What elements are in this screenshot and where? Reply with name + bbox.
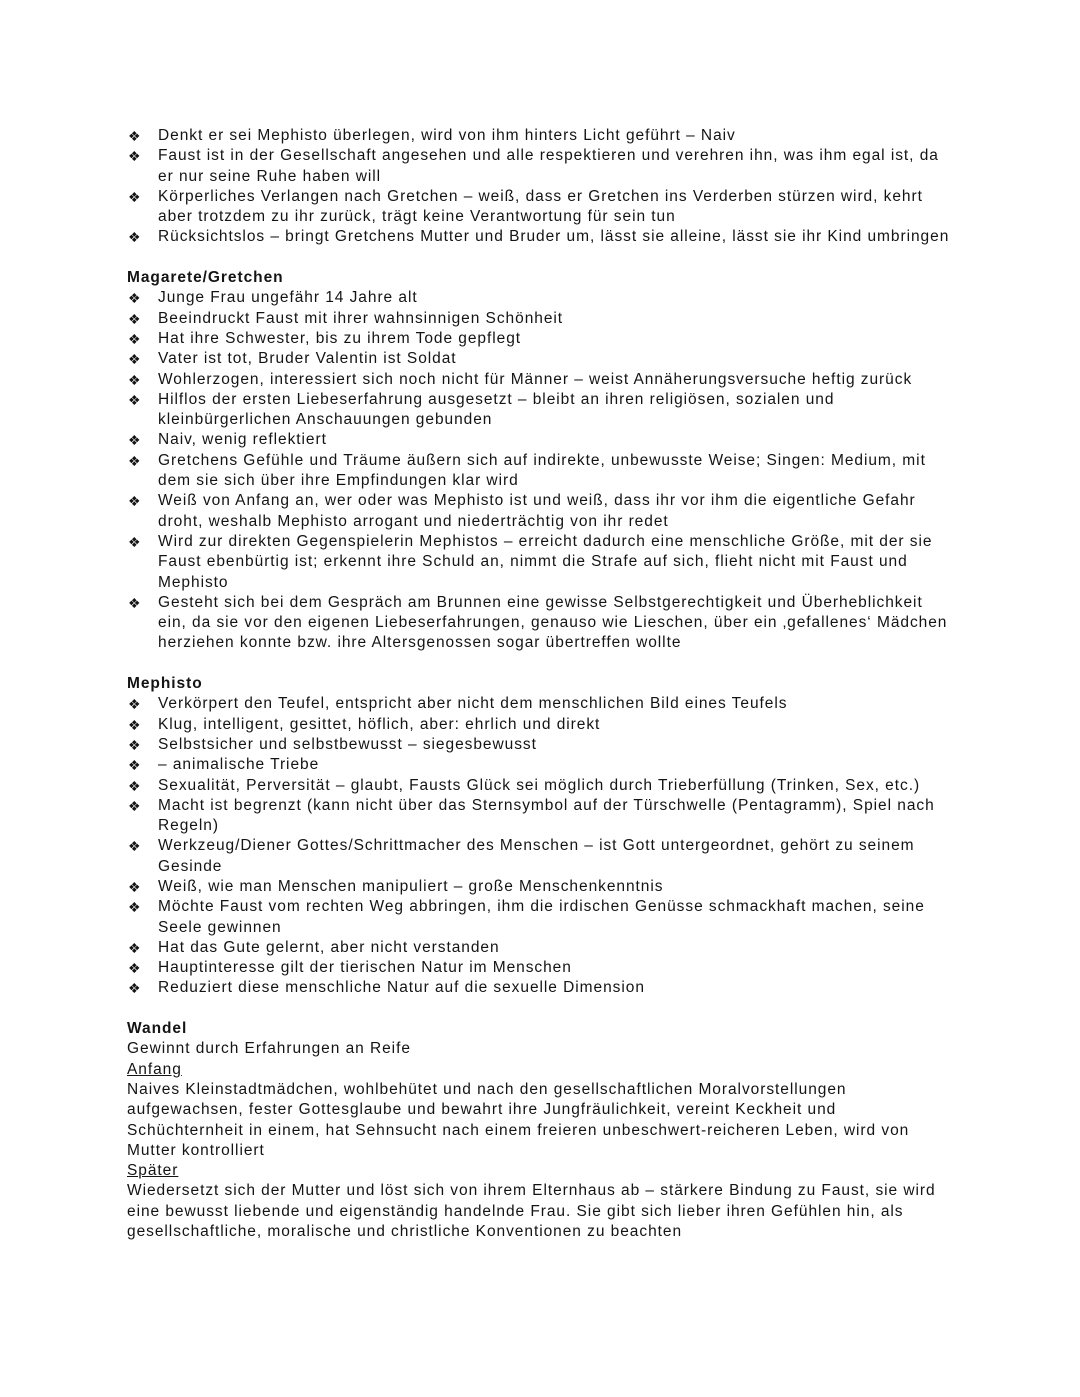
list-item [127,755,953,775]
bullet-icon: ❖ [128,391,141,408]
list-item [127,491,953,532]
list-item [127,430,953,450]
section-heading-mephisto: Mephisto [127,675,203,693]
bullet-icon: ❖ [128,594,141,611]
section-faust [127,126,953,248]
list-item-text: Wohlerzogen, interessiert sich noch nicht für Männer – weist Annäherungsversuche heftig zurück [158,370,913,388]
list-item-text: Faust ist in der Gesellschaft angesehen und alle respektieren und verehren ihn, was ihm egal ist, da er nur seine Ruhe haben will [158,147,939,185]
bullet-icon: ❖ [128,777,141,794]
section-mephisto [127,674,953,999]
bullet-icon: ❖ [128,229,141,246]
list-item-text: Klug, intelligent, gesittet, höflich, aber: ehrlich und direkt [158,715,601,733]
list-item [127,451,953,492]
list-item-text: Hilflos der ersten Liebeserfahrung ausgesetzt – bleibt an ihren religiösen, sozialen und kleinbürgerlichen Anschauungen gebunden [158,390,835,429]
list-item-text: Möchte Faust vom rechten Weg abbringen, ihm die irdischen Genüsse schmackhaft machen, seine Seele gewinnen [158,898,925,936]
bullet-icon: ❖ [128,188,141,205]
bullet-icon: ❖ [128,128,141,144]
bullet-icon: ❖ [128,148,141,165]
list-item [127,694,953,714]
list-item-text: Verkörpert den Teufel, entspricht aber nicht dem menschlichen Bild eines Teufels [158,695,788,713]
bullet-icon: ❖ [128,533,141,550]
list-item [127,958,953,978]
bullet-list [127,694,953,998]
list-item [127,309,953,329]
section-heading-magarete: Magarete/Gretchen [127,269,284,287]
section-heading-wandel: Wandel [127,1020,188,1038]
list-item [127,877,953,897]
list-item-text: – animalische Triebe [158,756,320,774]
bullet-icon: ❖ [128,493,141,510]
bullet-icon: ❖ [128,310,141,327]
list-item-text: Hauptinteresse gilt der tierischen Natur im Menschen [158,959,572,977]
bullet-icon: ❖ [128,452,141,469]
list-item [127,288,953,308]
bullet-icon: ❖ [128,716,141,733]
section-wandel [127,1019,953,1242]
list-item [127,796,953,837]
bullet-icon: ❖ [128,980,141,997]
list-item [127,126,953,146]
list-item [127,897,953,938]
list-item [127,349,953,369]
list-item-text: Rücksichtslos – bringt Gretchens Mutter und Bruder um, lässt sie alleine, lässt sie ihr Kind umbringen [158,228,950,246]
bullet-icon: ❖ [128,736,141,753]
list-item [127,146,953,187]
list-item [127,187,953,228]
list-item-text: Hat das Gute gelernt, aber nicht verstanden [158,938,500,956]
paragraph-reife: Gewinnt durch Erfahrungen an Reife [127,1040,411,1058]
list-item-text: Weiß, wie man Menschen manipuliert – große Menschenkenntnis [158,877,664,895]
list-item [127,735,953,755]
list-item-text: Gretchens Gefühle und Träume äußern sich auf indirekte, unbewusste Weise; Singen: Medium, mit dem sie sich über ihre Empfindungen klar wird [158,451,926,490]
document-content [127,126,953,1242]
list-item [127,532,953,593]
bullet-icon: ❖ [128,330,141,347]
list-item-text: Junge Frau ungefähr 14 Jahre alt [158,289,418,307]
bullet-icon: ❖ [128,878,141,895]
bullet-icon: ❖ [128,797,141,814]
list-item-text: Weiß von Anfang an, wer oder was Mephisto ist und weiß, dass ihr vor ihm die eigentliche Gefahr droht, weshalb Mephisto arrogant und niederträchtig von ihr redet [158,492,916,530]
bullet-icon: ❖ [128,960,141,977]
bullet-icon: ❖ [128,371,141,388]
bullet-icon: ❖ [128,290,141,307]
section-magarete-gretchen [127,268,953,654]
subheading-anfang: Anfang [127,1060,182,1078]
paragraph-spaeter: Wiedersetzt sich der Mutter und löst sich von ihrem Elternhaus ab – stärkere Bindung zu Faust, sie wird eine bewusst liebende und eigenständig handelnde Frau. Sie gibt sich lieber ihren Gefühlen hin, als gesellschaftliche, moralische und christliche Konventionen zu beachten [127,1182,936,1241]
list-item [127,715,953,735]
subheading-spaeter: Später [127,1162,179,1180]
list-item-text: Sexualität, Perversität – glaubt, Fausts Glück sei möglich durch Trieberfüllung (Trinken, Sex, etc.) [158,776,921,794]
list-item-text: Vater ist tot, Bruder Valentin ist Soldat [158,350,457,368]
bullet-icon: ❖ [128,939,141,956]
list-item-text: Naiv, wenig reflektiert [158,431,327,449]
list-item-text: Denkt er sei Mephisto überlegen, wird von ihm hinters Licht geführt – Naiv [158,127,736,144]
list-item [127,938,953,958]
list-item-text: Körperliches Verlangen nach Gretchen – weiß, dass er Gretchen ins Verderben stürzen wird, kehrt aber trotzdem zu ihr zurück, trägt keine Verantwortung für sein tun [158,187,923,226]
paragraph-anfang: Naives Kleinstadtmädchen, wohlbehütet und nach den gesellschaftlichen Moralvorstellungen aufgewachsen, fester Gottesglaube und bewahrt ihre Jungfräulichkeit, vereint Keckheit und Schüchternheit in einem, hat Sehnsucht nach einem freieren unbeschwert-reicheren Leben, wird von Mutter kontrolliert [127,1080,910,1159]
list-item-text: Reduziert diese menschliche Natur auf die sexuelle Dimension [158,979,645,997]
bullet-list [127,288,953,653]
bullet-icon: ❖ [128,696,141,713]
bullet-icon: ❖ [128,757,141,774]
list-item [127,370,953,390]
list-item [127,978,953,998]
bullet-icon: ❖ [128,351,141,368]
list-item [127,593,953,654]
list-item-text: Selbstsicher und selbstbewusst – siegesbewusst [158,735,537,753]
list-item [127,227,953,247]
list-item [127,776,953,796]
list-item-text: Beeindruckt Faust mit ihrer wahnsinnigen Schönheit [158,309,564,327]
bullet-list [127,126,953,248]
list-item-text: Wird zur direkten Gegenspielerin Mephistos – erreicht dadurch eine menschliche Größe, mit der sie Faust ebenbürtig ist; erkennt ihre Schuld an, nimmt die Strafe auf sich, flieht nicht mit Faust und Mephisto [158,532,933,591]
bullet-icon: ❖ [128,838,141,855]
list-item-text: Gesteht sich bei dem Gespräch am Brunnen eine gewisse Selbstgerechtigkeit und Überheblichkeit ein, da sie vor den eigenen Liebeserfahrungen, genauso wie Lieschen, über ein ‚gefallenes‘ Mädchen herziehen konnte bzw. ihre Altersgenossen sogar übertreffen wollte [158,593,948,652]
list-item-text: Macht ist begrenzt (kann nicht über das Sternsymbol auf der Türschwelle (Pentagramm), Spiel nach Regeln) [158,796,935,835]
list-item [127,329,953,349]
list-item [127,390,953,431]
list-item [127,836,953,877]
bullet-icon: ❖ [128,432,141,449]
list-item-text: Hat ihre Schwester, bis zu ihrem Tode gepflegt [158,329,522,347]
list-item-text: Werkzeug/Diener Gottes/Schrittmacher des Menschen – ist Gott untergeordnet, gehört zu seinem Gesinde [158,837,915,875]
bullet-icon: ❖ [128,899,141,916]
